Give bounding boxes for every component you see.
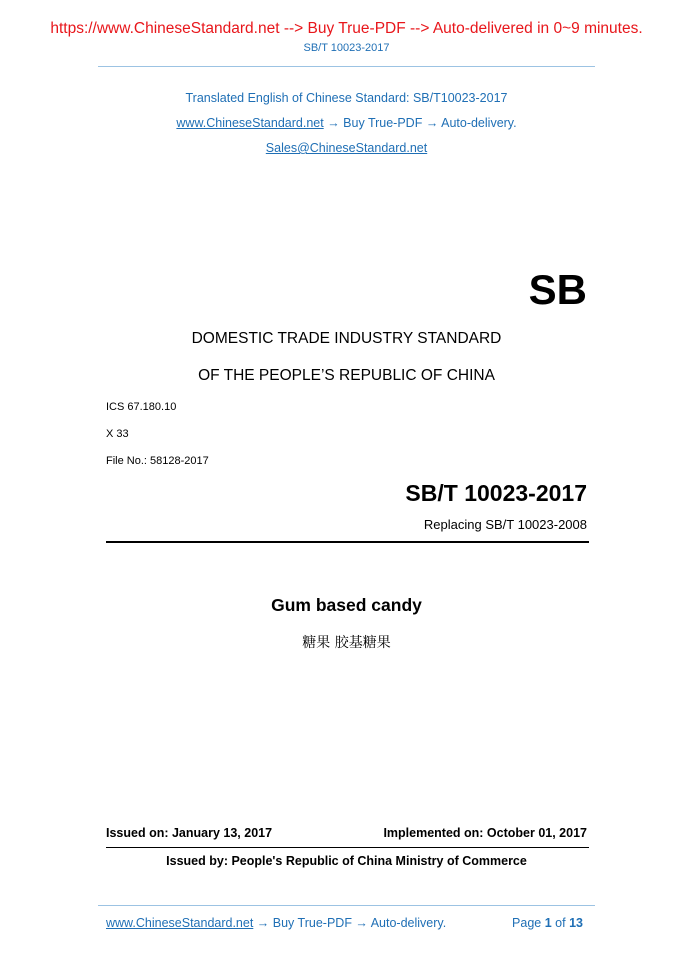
file-number: File No.: 58128-2017	[106, 455, 209, 467]
sb-logo: SB	[528, 266, 587, 313]
translation-title: Translated English of Chinese Standard: SB/T10023-2017	[185, 91, 508, 105]
page-current: 1	[544, 916, 552, 930]
header-divider	[98, 66, 595, 67]
standard-code: SB/T 10023-2017	[405, 480, 587, 506]
issued-on: Issued on: January 13, 2017	[106, 826, 273, 840]
footer-site-suffix: → Buy True-PDF → Auto-delivery.	[256, 916, 447, 930]
page-label: Page	[512, 916, 542, 930]
dates-divider	[106, 847, 589, 848]
title-chinese: 糖果 胶基糖果	[302, 635, 391, 651]
site-link-suffix: → Buy True-PDF → Auto-delivery.	[327, 116, 517, 130]
footer-site-line	[106, 916, 446, 930]
org-line-1: DOMESTIC TRADE INDUSTRY STANDARD	[191, 330, 502, 347]
footer-site-link[interactable]: www.ChineseStandard.net	[106, 916, 254, 930]
org-line-2: OF THE PEOPLE’S REPUBLIC OF CHINA	[198, 367, 495, 384]
ics-code: ICS 67.180.10	[106, 401, 177, 413]
implemented-on: Implemented on: October 01, 2017	[383, 826, 587, 840]
header-standard-code: SB/T 10023-2017	[303, 42, 390, 54]
email-line	[0, 141, 693, 155]
translation-site-line	[0, 116, 693, 130]
issued-by: Issued by: People's Republic of China Ministry of Commerce	[166, 854, 527, 868]
title-english: Gum based candy	[271, 595, 422, 615]
site-link[interactable]: www.ChineseStandard.net	[176, 116, 324, 130]
replacing-text: Replacing SB/T 10023-2008	[423, 517, 587, 532]
page-indicator	[512, 916, 583, 930]
page-total: 13	[569, 916, 583, 930]
title-divider	[106, 541, 589, 543]
email-link[interactable]: Sales@ChineseStandard.net	[265, 141, 428, 155]
footer-divider	[98, 905, 595, 906]
top-banner-text[interactable]: https://www.ChineseStandard.net --> Buy True-PDF --> Auto-delivered in 0~9 minutes.	[50, 20, 643, 37]
page-of: of	[555, 916, 566, 930]
ccs-code: X 33	[106, 428, 129, 440]
